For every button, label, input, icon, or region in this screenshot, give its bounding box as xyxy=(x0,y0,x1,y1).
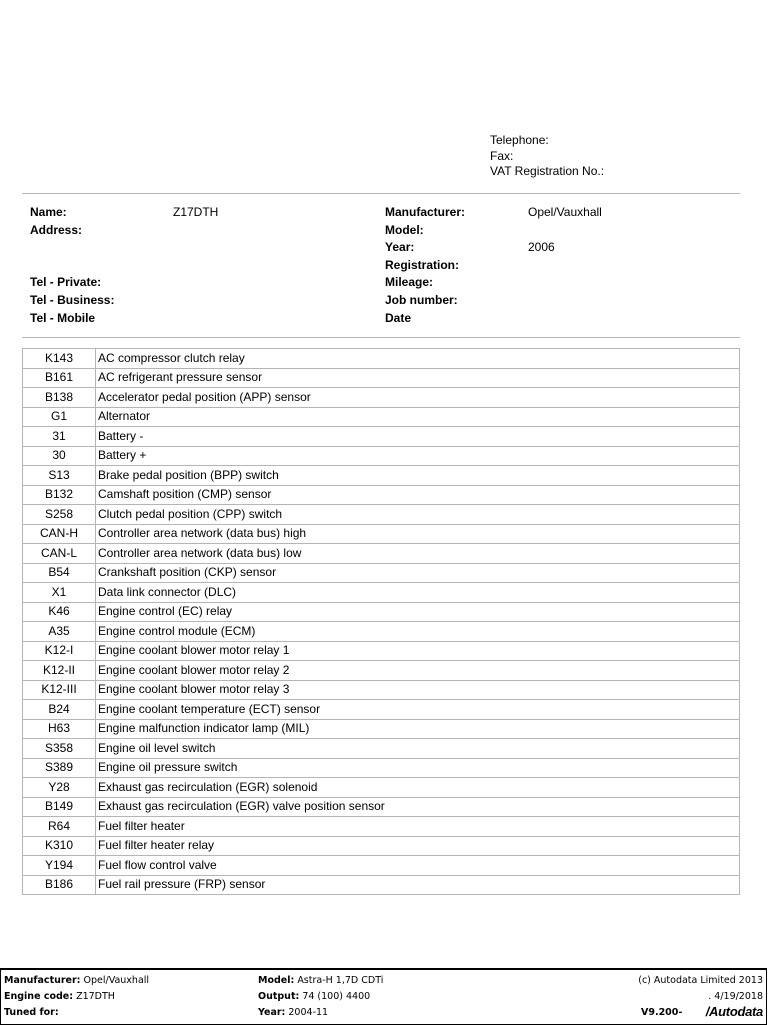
footer-output-value: 74 (100) 4400 xyxy=(302,991,371,1002)
footer-year xyxy=(258,1005,328,1020)
footer-year-value: 2004-11 xyxy=(288,1007,329,1018)
table-row xyxy=(23,680,740,700)
table-row xyxy=(23,778,740,798)
telephone-label: Telephone: xyxy=(490,133,549,147)
component-code: 30 xyxy=(23,446,96,466)
table-row xyxy=(23,641,740,661)
footer-engine-code-label: Engine code: xyxy=(4,991,74,1002)
address-label: Address: xyxy=(30,222,83,237)
table-row xyxy=(23,719,740,739)
footer-output-label: Output: xyxy=(258,991,300,1002)
component-code: K310 xyxy=(23,836,96,856)
table-row xyxy=(23,797,740,817)
component-code: K12-III xyxy=(23,680,96,700)
component-code: B186 xyxy=(23,875,96,895)
fax-label: Fax: xyxy=(490,148,514,163)
footer-version-text: V9.200- xyxy=(641,1007,683,1018)
component-code: G1 xyxy=(23,407,96,427)
component-code: X1 xyxy=(23,583,96,603)
component-description: Engine coolant blower motor relay 2 xyxy=(96,661,740,681)
table-row xyxy=(23,427,740,447)
name-label: Name: xyxy=(30,205,67,219)
table-row xyxy=(23,739,740,759)
footer-manufacturer xyxy=(4,973,149,988)
manufacturer-value: Opel/Vauxhall xyxy=(528,205,602,219)
table-row xyxy=(23,622,740,642)
name-value: Z17DTH xyxy=(173,205,219,219)
component-code: B149 xyxy=(23,797,96,817)
date-label: Date xyxy=(385,310,412,325)
page-footer xyxy=(0,968,767,1025)
component-code: H63 xyxy=(23,719,96,739)
component-code: CAN-L xyxy=(23,544,96,564)
component-code: CAN-H xyxy=(23,524,96,544)
component-code: S13 xyxy=(23,466,96,486)
component-description: Fuel rail pressure (FRP) sensor xyxy=(96,875,740,895)
component-code: Y194 xyxy=(23,856,96,876)
component-description: Camshaft position (CMP) sensor xyxy=(96,485,740,505)
component-description: Engine malfunction indicator lamp (MIL) xyxy=(96,719,740,739)
table-row xyxy=(23,583,740,603)
table-row xyxy=(23,661,740,681)
component-description: AC compressor clutch relay xyxy=(96,349,740,369)
model-label: Model: xyxy=(385,222,424,237)
year-label: Year: xyxy=(385,240,415,255)
component-code: B132 xyxy=(23,485,96,505)
component-code: R64 xyxy=(23,817,96,837)
component-description: Engine coolant temperature (ECT) sensor xyxy=(96,700,740,720)
footer-tuned-for-label: Tuned for: xyxy=(4,1007,59,1018)
table-row xyxy=(23,856,740,876)
table-row xyxy=(23,349,740,369)
component-code: B24 xyxy=(23,700,96,720)
footer-print-date: . 4/19/2018 xyxy=(708,991,763,1002)
component-description: Controller area network (data bus) low xyxy=(96,544,740,564)
component-description: AC refrigerant pressure sensor xyxy=(96,368,740,388)
component-code: B138 xyxy=(23,388,96,408)
footer-engine-code-value: Z17DTH xyxy=(76,991,115,1002)
component-description: Fuel filter heater xyxy=(96,817,740,837)
component-description: Brake pedal position (BPP) switch xyxy=(96,466,740,486)
component-description: Engine coolant blower motor relay 3 xyxy=(96,680,740,700)
table-row xyxy=(23,875,740,895)
table-row xyxy=(23,544,740,564)
footer-output xyxy=(258,989,370,1004)
component-description: Alternator xyxy=(96,407,740,427)
table-row xyxy=(23,368,740,388)
component-description: Fuel flow control valve xyxy=(96,856,740,876)
component-description: Exhaust gas recirculation (EGR) valve position sensor xyxy=(96,797,740,817)
component-code: S358 xyxy=(23,739,96,759)
job-number-label: Job number: xyxy=(385,293,458,307)
mileage-label: Mileage: xyxy=(385,275,434,290)
table-row xyxy=(23,836,740,856)
footer-manufacturer-label: Manufacturer: xyxy=(4,975,81,986)
component-description: Accelerator pedal position (APP) sensor xyxy=(96,388,740,408)
component-code: K12-I xyxy=(23,641,96,661)
table-row xyxy=(23,817,740,837)
table-row xyxy=(23,505,740,525)
component-code: S389 xyxy=(23,758,96,778)
table-row xyxy=(23,485,740,505)
vat-registration-label: VAT Registration No.: xyxy=(490,164,605,178)
footer-copyright: (c) Autodata Limited 2013 xyxy=(638,975,763,986)
component-description: Battery - xyxy=(96,427,740,447)
table-row xyxy=(23,388,740,408)
tel-business-label: Tel - Business: xyxy=(30,293,115,307)
component-description: Crankshaft position (CKP) sensor xyxy=(96,563,740,583)
component-code: B54 xyxy=(23,563,96,583)
table-row xyxy=(23,758,740,778)
footer-model xyxy=(258,973,383,988)
header-divider xyxy=(22,193,740,194)
component-code: K143 xyxy=(23,349,96,369)
component-code: K12-II xyxy=(23,661,96,681)
component-description: Battery + xyxy=(96,446,740,466)
footer-year-label: Year: xyxy=(258,1007,286,1018)
footer-engine-code xyxy=(4,989,115,1004)
component-code-table xyxy=(22,348,740,895)
component-description: Exhaust gas recirculation (EGR) solenoid xyxy=(96,778,740,798)
table-row xyxy=(23,563,740,583)
component-code: 31 xyxy=(23,427,96,447)
component-description: Data link connector (DLC) xyxy=(96,583,740,603)
footer-manufacturer-value: Opel/Vauxhall xyxy=(83,975,150,986)
registration-label: Registration: xyxy=(385,257,460,272)
tel-mobile-label: Tel - Mobile xyxy=(30,310,96,325)
table-row xyxy=(23,466,740,486)
table-row xyxy=(23,602,740,622)
tel-private-label: Tel - Private: xyxy=(30,275,102,290)
component-description: Engine oil pressure switch xyxy=(96,758,740,778)
component-code: Y28 xyxy=(23,778,96,798)
component-code: K46 xyxy=(23,602,96,622)
details-divider xyxy=(22,337,740,338)
footer-model-label: Model: xyxy=(258,975,295,986)
component-description: Engine control (EC) relay xyxy=(96,602,740,622)
component-code: S258 xyxy=(23,505,96,525)
autodata-logo: /Autodata xyxy=(705,1004,763,1019)
table-row xyxy=(23,407,740,427)
component-code: B161 xyxy=(23,368,96,388)
component-description: Fuel filter heater relay xyxy=(96,836,740,856)
table-row xyxy=(23,524,740,544)
component-description: Engine coolant blower motor relay 1 xyxy=(96,641,740,661)
table-row xyxy=(23,446,740,466)
company-contact-block xyxy=(490,133,604,180)
footer-version xyxy=(641,1005,682,1020)
year-value: 2006 xyxy=(528,240,555,255)
component-description: Engine control module (ECM) xyxy=(96,622,740,642)
component-code: A35 xyxy=(23,622,96,642)
component-description: Controller area network (data bus) high xyxy=(96,524,740,544)
table-row xyxy=(23,700,740,720)
footer-tuned-for xyxy=(4,1005,59,1020)
component-description: Clutch pedal position (CPP) switch xyxy=(96,505,740,525)
component-description: Engine oil level switch xyxy=(96,739,740,759)
manufacturer-label: Manufacturer: xyxy=(385,205,466,219)
footer-model-value: Astra-H 1,7D CDTi xyxy=(297,975,384,986)
